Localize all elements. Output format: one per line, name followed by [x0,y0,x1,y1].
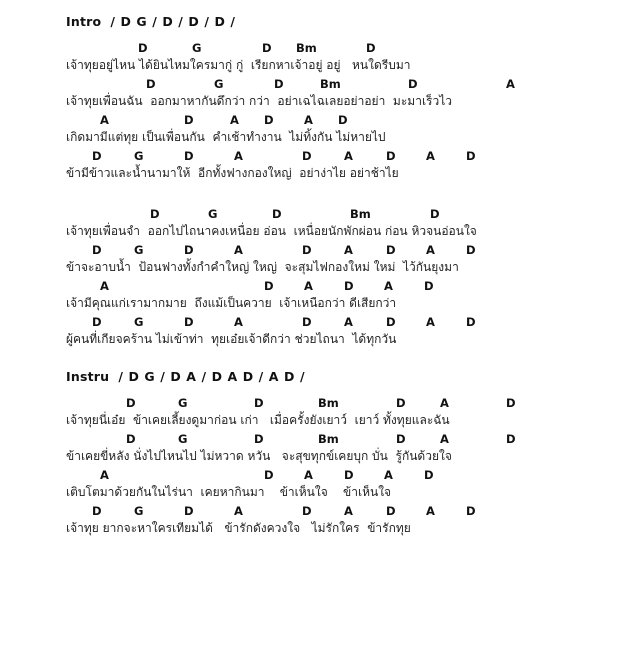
chord: A [234,243,243,257]
chord: G [134,149,144,163]
chord: D [408,77,418,91]
chord: A [440,432,449,446]
chord: D [344,468,354,482]
chord: D [138,41,148,55]
chord: D [302,315,312,329]
chord: A [100,113,109,127]
lyric-row: ข้าเคยขี่หลัง นั่งไปไหนไป ไม่หวาด หวัน จะสุขทุกข์เคยบุก บั่น รู้กันด้วยใจ [66,449,452,463]
chord: D [92,149,102,163]
section-body-intro [0,35,620,185]
song-line [66,396,620,432]
chord: D [274,77,284,91]
chord: A [234,315,243,329]
chord: A [100,279,109,293]
chord: D [184,243,194,257]
chord: G [208,207,218,221]
chord: D [302,243,312,257]
lyric-row: เจ้าทุยเพื่อนฉัน ออกมาหากันดึกว่า กว่า อย่าเฉไฉเลยอย่าอย่า มะมาเร็วไว [66,94,452,108]
section-body-verse2 [0,207,620,351]
chord: A [426,315,435,329]
chord: G [192,41,202,55]
chord: D [466,504,476,518]
chord: Bm [320,77,341,91]
chord: A [344,149,353,163]
chord: D [338,113,348,127]
lyric-row: ข้ามีข้าวและน้ำนามาให้ อีกทั้งฟางกองใหญ่ อย่าง่าไย อย่าช้าไย [66,166,399,180]
song-line [66,315,620,351]
chord-row [66,432,620,447]
section-progression-intro: / D G / D / D / D / [110,14,236,29]
chord: D [302,504,312,518]
chord: D [264,279,274,293]
chord: D [466,243,476,257]
song-line [66,504,620,540]
chord: A [234,504,243,518]
chord: D [184,504,194,518]
chord: A [384,468,393,482]
chord: D [254,432,264,446]
chord: G [134,243,144,257]
section-label-intro: Intro [66,14,102,29]
chord: D [424,279,434,293]
chord: A [426,149,435,163]
chord: G [178,396,188,410]
chord-row [66,468,620,483]
chord: A [100,468,109,482]
chord: A [426,504,435,518]
chord: A [230,113,239,127]
chord: D [430,207,440,221]
chord: D [150,207,160,221]
chord: A [304,468,313,482]
lyric-row: เจ้าทุย ยากจะหาใครเทียมได้ ข้ารักดังควงใจ ไม่รักใคร ข้ารักทุย [66,521,411,535]
chord-row [66,41,620,56]
chord: A [304,279,313,293]
chord: D [302,149,312,163]
lyric-row: ข้าจะอาบน้ำ ป้อนฟางทั้งกำคำใหญ่ ใหญ่ จะสุมไฟกองใหม่ ใหม่ ไว้กันยุงมา [66,260,459,274]
chord-row [66,149,620,164]
chord: G [178,432,188,446]
chord-row [66,396,620,411]
chord: A [234,149,243,163]
chord-row [66,279,620,294]
chord-row [66,77,620,92]
chord: A [344,504,353,518]
lyric-row: เจ้ามีคุณแก่เรามากมาย ถึงแม้เป็นควาย เจ้าเหนือกว่า ดีเสียกว่า [66,296,397,310]
chord: D [146,77,156,91]
chord: D [126,432,136,446]
chord: D [92,504,102,518]
chord: A [344,243,353,257]
chord: A [304,113,313,127]
song-line [66,432,620,468]
chord: D [264,113,274,127]
lyric-row: เจ้าทุยนี่เอ๋ย ข้าเคยเลี้ยงดูมาก่อน เก่า เมื่อครั้งยังเยาว์ เยาว์ ทั้งทุยและฉัน [66,413,450,427]
song-line [66,149,620,185]
song-line [66,41,620,77]
song-line [66,243,620,279]
chord-row [66,243,620,258]
chord: D [344,279,354,293]
lyric-row: เกิดมามีแต่ทุย เป็นเพื่อนกัน คำเช้าทำงาน ไม่ทิ้งกัน ไม่หายไป [66,130,386,144]
lyric-row: เติบโตมาด้วยกันในไร่นา เคยหากินมา ข้าเห็นใจ ข้าเห็นใจ [66,485,392,499]
song-line [66,77,620,113]
chord: D [396,396,406,410]
chord: D [386,315,396,329]
chord: A [344,315,353,329]
chord: A [384,279,393,293]
chord: Bm [350,207,371,221]
chord: D [466,149,476,163]
chord: Bm [296,41,317,55]
chord: D [272,207,282,221]
chord: D [264,468,274,482]
chord: G [134,315,144,329]
chord: G [134,504,144,518]
chord: D [126,396,136,410]
section-progression-instru: / D G / D A / D A D / A D / [118,369,306,384]
lyric-row: ผู้คนที่เกียจคร้าน ไม่เข้าท่า ทุยเอ๋ยเจ้าดีกว่า ช่วยไถนา ได้ทุกวัน [66,332,397,346]
chord: D [506,396,516,410]
chord: Bm [318,396,339,410]
section-label-instru: Instru [66,369,110,384]
chord: D [386,243,396,257]
chord: D [386,504,396,518]
chord: D [92,243,102,257]
song-line [66,113,620,149]
chord: D [386,149,396,163]
chord: D [424,468,434,482]
chord: A [506,77,515,91]
chord: A [426,243,435,257]
chord: G [214,77,224,91]
chord: D [184,149,194,163]
lyric-row: เจ้าทุยเพื่อนจำ ออกไปไถนาคงเหนื่อย อ่อน เหนื่อยนักพักผ่อน ก่อน หิวจนอ่อนใจ [66,224,477,238]
chord-row [66,113,620,128]
chord: D [184,315,194,329]
chord: D [506,432,516,446]
chord: D [466,315,476,329]
chord: D [366,41,376,55]
section-body-instru [0,390,620,540]
chord: D [92,315,102,329]
lyric-row: เจ้าทุยอยู่ไหน ได้ยินไหมใครมากู่ กู่ เรียกหาเจ้าอยู่ อยู่ หนใดรีบมา [66,58,411,72]
song-line [66,468,620,504]
chord-row [66,315,620,330]
chord: A [440,396,449,410]
chord: D [254,396,264,410]
section-heading-intro [0,14,620,29]
chord: Bm [318,432,339,446]
chord: D [396,432,406,446]
chord: D [262,41,272,55]
chord-row [66,504,620,519]
chord-row [66,207,620,222]
chord: D [184,113,194,127]
song-line [66,207,620,243]
song-line [66,279,620,315]
